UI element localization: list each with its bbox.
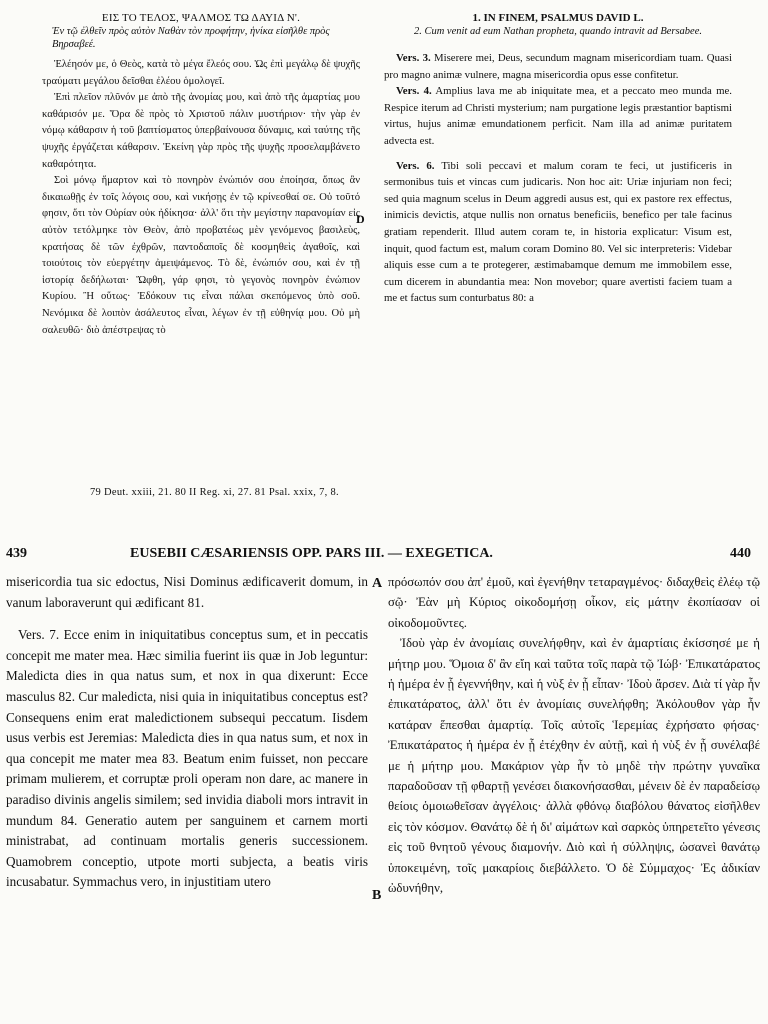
latin-verse-paragraph	[384, 50, 732, 83]
verse-text: Miserere mei, Deus, secundum magnam misericordiam tuam. Quasi pro magno animæ vulnere, magna misericordia opus esse confitetur.	[384, 52, 732, 81]
top-greek-column	[42, 12, 360, 339]
margin-letter-b: B	[372, 888, 382, 903]
right-page-number: 440	[730, 546, 751, 561]
latin-verse-paragraph	[384, 83, 732, 149]
running-title: EUSEBII CÆSARIENSIS OPP. PARS III. — EXEGETICA.	[130, 546, 493, 561]
bottom-latin-column	[6, 572, 368, 893]
greek-paragraph: Ἐλέησόν με, ὁ Θεὸς, κατὰ τὸ μέγα ἔλεός σου. Ὡς ἐπὶ μεγάλῳ δὲ ψυχῆς τραύματι μεγάλου δεῖσθαι ἐλέου ὁμολογεῖ.	[42, 59, 360, 87]
greek-paragraph: Ἰδοὺ γὰρ ἐν ἀνομίαις συνελήφθην, καὶ ἐν ἁμαρτίαις ἐκίσσησέ με ἡ μήτηρ μου. Ὅμοια δ' ἂν εἴη καὶ ταῦτα τοῖς παρὰ τῷ Ἰώβ· Ἐπικατάρατος ἡ ἡμέρα ἐν ᾗ ἐγεννήθην, καὶ ἡ νὺξ ἐν ᾗ εἶπαν· Ἰδοὺ ἄρσεν. Διὰ τί γὰρ ἦν ἐπικατάρατος, ἀλλ' ὅτι ἐν ἀνομίαις συνελήφθη; Ἀκόλουθον γὰρ ἦν κατάραν ἕπεσθαι ἁμαρτίᾳ. Τοῖς αὐτοῖς Ἱερεμίας ἐχρήσατο φήσας· Ἐπικατάρατος ἡ ἡμέρα ἐν ᾗ ἐτέχθην ἐν αὐτῇ, καὶ ἡ νὺξ ἐν ᾗ συνέλαβέ με ἡ μήτηρ μου. Μακάριον γὰρ ἦν τὸ μηδὲ τὴν πρώτην γυναῖκα παραδοῦσαν τῇ φθαρτῇ γενέσει διακονήσασθαι, μένειν δὲ ἐν παραδείσῳ θείοις ὁμοιωθεῖσαν ἀγγέλοις· ἀλλὰ φθόνῳ διαβόλου θάνατος εἰσῆλθεν εἰς τὸν κόσμον. Θανάτῳ δὲ ἡ δι' αἱμάτων καὶ σαρκὸς ὑπηρετεῖτο γένεσις εἰς τοῦ θνητοῦ γένους διαμονήν. Διὸ καὶ ἡ σύλληψις, ὡσανεὶ θανάτῳ ὑποκειμένη, τοῖς μακαρίοις διεβάλλετο. Ὁ δὲ Σύμμαχος· Ἐς ἀδικίαν ὠδυνήθην,	[388, 636, 760, 896]
latin-paragraph: Vers. 7. Ecce enim in iniquitatibus conceptus sum, et in peccatis concepit me mater mea. Hæc similia fuerint iis quæ in Job leguntur: Maledicta dies in qua natus sum, et nox in qua dixerunt: Ecce masculus 82. Cur maledicta, nisi quia in iniquitatibus conceptus est? Consequens enim erat maledictionem subsequi peccatum. Iisdem usus verbis est Jeremias: Maledicta dies in qua natus sum, et nox in qua concepit me mater mea 83. Beatum enim fuisset, non peccare primam mulierem, et corruptæ proli operam non dare, ac manere in paradiso divinis angelis similem; sed invidia diaboli mors intravit in mundum 84. Generatio autem per sanguinem et carnem morti ministrabat, ad continuam mortalis generis successionem. Quamobrem conceptio, utpote morti subjecta, a beatis viris incusabatur. Symmachus vero, in injustitiam utero	[6, 627, 368, 890]
verse-text: Tibi soli peccavi et malum coram te feci, ut justificeris in sermonibus tuis et vincas cum judicaris. Non hoc ait: Uriæ injuriam non feci; sed quia magnum scelus in Deum aggredi ausus est, qui ex pastore rex effectus, inimicis devictis, atque nullis non ornatus beneficiis, benefico per tale facinus gratiam rependerit. Illud autem coram te, in historia explicatur: Visum est, inquit, quod factum est, malum coram Domino 80. Vel sic interpreteris: Videbar aliquis esse cum a te protegerer, æstimabamque demum me immobilem esse, cum dicerem in abundantia mea: Non movebor; quare avertisti faciem tuam a me et factus sum conturbatus 80: a	[384, 159, 732, 305]
footnotes: 79 Deut. xxiii, 21. 80 II Reg. xi, 27. 81 Psal. xxix, 7, 8.	[90, 487, 339, 498]
margin-letter-d: D	[356, 212, 365, 226]
verse-text: Amplius lava me ab iniquitate mea, et a peccato meo munda me. Respice iterum ad Christi mysterium; nam purgatione legis præstantior baptismi virtus, hujus animæ emundationem perficit. Nam illa ad animæ puritatem advecta est.	[384, 85, 732, 147]
latin-psalm-subtitle: 2. Cum venit ad eum Nathan propheta, quando intravit ad Bersabee.	[413, 26, 703, 37]
latin-paragraph: misericordia tua sic edoctus, Nisi Dominus ædificaverit domum, in vanum laboraverunt qui ædificant 81.	[6, 574, 368, 610]
greek-paragraph: Ἐπὶ πλεῖον πλῦνόν με ἀπὸ τῆς ἀνομίας μου, καὶ ἀπὸ τῆς ἁμαρτίας μου καθάρισόν με. Ὅρα δὲ πρὸς τὸ Χριστοῦ πάλιν μυστήριον· τὴν γὰρ ἐν νόμῳ κάθαρσιν ἡ τοῦ βαπτίσματος ὑπερβαίνουσα δύναμις, καὶ ταύτης τῆς ψυχῆς ἐργάζεται κάθαρσιν. Ἐκείνη γὰρ πρὸς τῆς ψυχῆς προσελαμβάνετο καθαρότητα.	[42, 92, 360, 170]
latin-psalm-title: 1. IN FINEM, PSALMUS DAVID L.	[472, 12, 644, 24]
top-latin-column	[384, 12, 732, 307]
left-page-number: 439	[6, 546, 27, 561]
running-head	[0, 546, 768, 566]
greek-paragraph: πρόσωπόν σου ἀπ' ἐμοῦ, καὶ ἐγενήθην τεταραγμένος· διδαχθεὶς ἐλέῳ τῷ σῷ· Ἐὰν μὴ Κύριος οἰκοδομήσῃ οἶκον, εἰς μάτην ἐκοπίασαν οἱ οἰκοδομοῦντες.	[388, 575, 760, 630]
greek-paragraph: Σοὶ μόνῳ ἥμαρτον καὶ τὸ πονηρὸν ἐνώπιόν σου ἐποίησα, ὅπως ἂν δικαιωθῇς ἐν τοῖς λόγοις σου, καὶ νικήσῃς ἐν τῷ κρίνεσθαί σε. Οὐ τοῦτό φησιν, ὅτι τὸν Οὐρίαν οὐκ ἠδίκησα· ἀλλ' ὅτι τὴν μεγίστην παρανομίαν εἰς αὐτὸν τετόλμηκε τὸν Θεὸν, ἀπὸ προβατέως μὲν γενόμενος βασιλεὺς, κρατήσας δὲ τῶν ἐχθρῶν, παντοδαποῖς δὲ κοσμηθεὶς ἀγαθοῖς, καὶ τοιούτοις τὸν εὐεργέτην ἀμειψάμενος. Τὸ δὲ, ἐνώπιόν σου, καὶ ἐν τῇ ἱστορίᾳ δεδήλωται· Ὤφθη, γάρ φησι, τὸ γεγονὸς πονηρὸν ἐνώπιον Κυρίου. Ἢ οὕτως· Ἐδόκουν τις εἶναι πάλαι σκεπόμενος ὑπὸ σοῦ. Νενόμικα δὲ λοιπὸν ἀσάλευτος εἶναι, λέγων ἐν τῇ εὐθηνίᾳ μου. Οὐ μὴ σαλευθῶ· διὸ ἀπέστρεψας τὸ	[42, 175, 360, 336]
latin-verse-paragraph	[384, 158, 732, 307]
bottom-greek-column	[388, 572, 760, 899]
verse-label: Vers. 4.	[396, 85, 432, 98]
margin-letter-a: A	[372, 576, 383, 591]
verse-label: Vers. 3.	[396, 52, 431, 64]
greek-psalm-title: ΕΙΣ ΤΟ ΤΕΛΟΣ, ΨΑΛΜΟΣ ΤΩ ΔΑΥΙΔ Ν'.	[101, 12, 301, 24]
greek-psalm-subtitle: Ἐν τῷ ἐλθεῖν πρὸς αὐτὸν Ναθὰν τὸν προφήτην, ἡνίκα εἰσῆλθε πρὸς Βηρσαβεέ.	[52, 26, 330, 50]
verse-label: Vers. 6.	[396, 159, 435, 172]
